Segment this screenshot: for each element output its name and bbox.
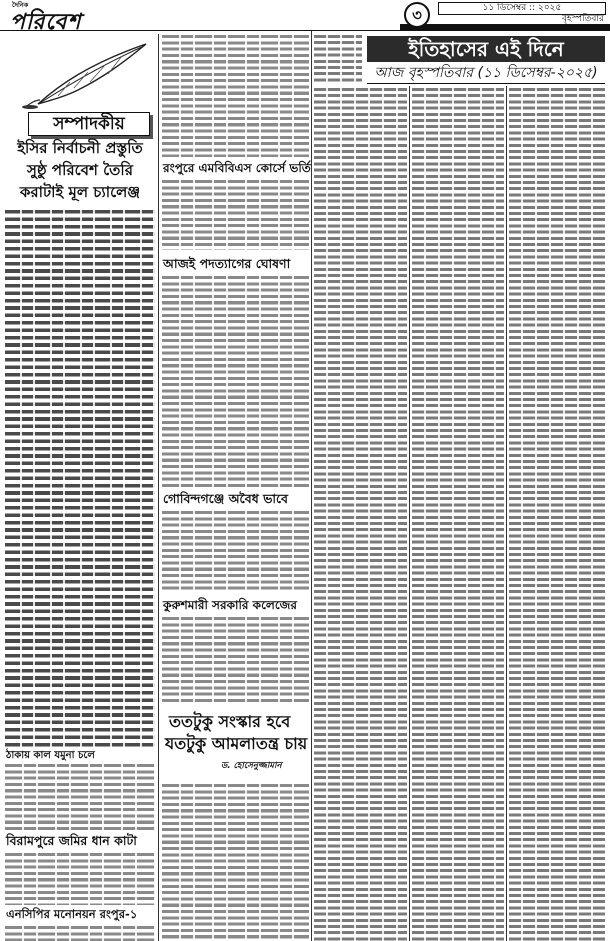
issue-date: ১১ ডিসেম্বর :: ২০২৫	[438, 2, 606, 15]
masthead-black-bar	[400, 24, 610, 31]
column-divider	[158, 34, 159, 941]
history-column3-entries	[509, 88, 605, 941]
opinion-headline-line2: যতটুকু আমলাতন্ত্র চায়	[165, 734, 308, 753]
editorial-headline-line: ইসির নির্বাচনী প্রস্তুতি	[17, 139, 143, 157]
middle-story1-body-text	[162, 180, 309, 250]
middle-story4-headline: কুরুশমারী সরকারি কলেজের	[163, 598, 297, 612]
opinion-headline-line1: ততটুকু সংস্কার হবে	[169, 712, 291, 731]
left-story3-body-text	[5, 926, 155, 941]
middle-story1-headline: রংপুরে এমবিবিএস কোর্সে ভর্তি	[163, 161, 311, 175]
middle-story2-headline: আজই পদত্যাগের ঘোষণা	[163, 256, 291, 271]
issue-weekday: বৃহস্পতিবার	[562, 14, 604, 24]
history-section-subtitle: আজ বৃহস্পতিবার (১১ ডিসেম্বর-২০২৫)	[367, 64, 605, 84]
opinion-body-text	[162, 784, 309, 941]
newspaper-logo: পরিবেশ	[10, 10, 82, 35]
left-story2-body-text	[5, 853, 155, 905]
history-section-title: ইতিহাসের এই দিনে	[367, 36, 605, 62]
history-column2-entries	[412, 88, 504, 941]
middle-top-body-text	[162, 35, 309, 157]
quill-pen-icon	[18, 38, 154, 110]
left-story3-headline: এনসিপির মনোনয়ন রংপুর-১	[6, 907, 138, 921]
middle-story4-body-text	[162, 617, 309, 705]
column-divider	[506, 86, 507, 941]
column-divider	[311, 31, 312, 941]
page-number: ৩	[404, 2, 430, 28]
logo-small-text: দৈনিক	[12, 1, 29, 9]
editorial-label: সম্পাদকীয়	[28, 112, 150, 136]
opinion-headline-box	[161, 710, 310, 780]
editorial-headline-line: সুষ্ঠু পরিবেশ তৈরি	[27, 161, 133, 179]
middle-story3-headline: গোবিন্দগঞ্জে অবৈধ ভাবে	[163, 491, 289, 506]
left-story1-body-text	[5, 764, 155, 830]
left-story2-headline: বিরামপুরে জমির ধান কাটা	[6, 833, 137, 848]
history-column1-body-text	[314, 35, 362, 83]
editorial-body-text	[5, 210, 155, 747]
column-divider	[409, 86, 410, 941]
masthead-rule	[0, 30, 400, 31]
middle-story2-body-text	[162, 276, 309, 488]
middle-story3-body-text	[162, 511, 309, 591]
editorial-headline-line: করাটাই মূল চ্যালেঞ্জ	[19, 183, 141, 201]
left-story1-headline: ঠাকায় কাল যমুনা চলে	[6, 750, 95, 761]
opinion-author: ড. হোসেনুজ্জামান	[221, 761, 282, 771]
history-column1-entries	[314, 88, 407, 941]
